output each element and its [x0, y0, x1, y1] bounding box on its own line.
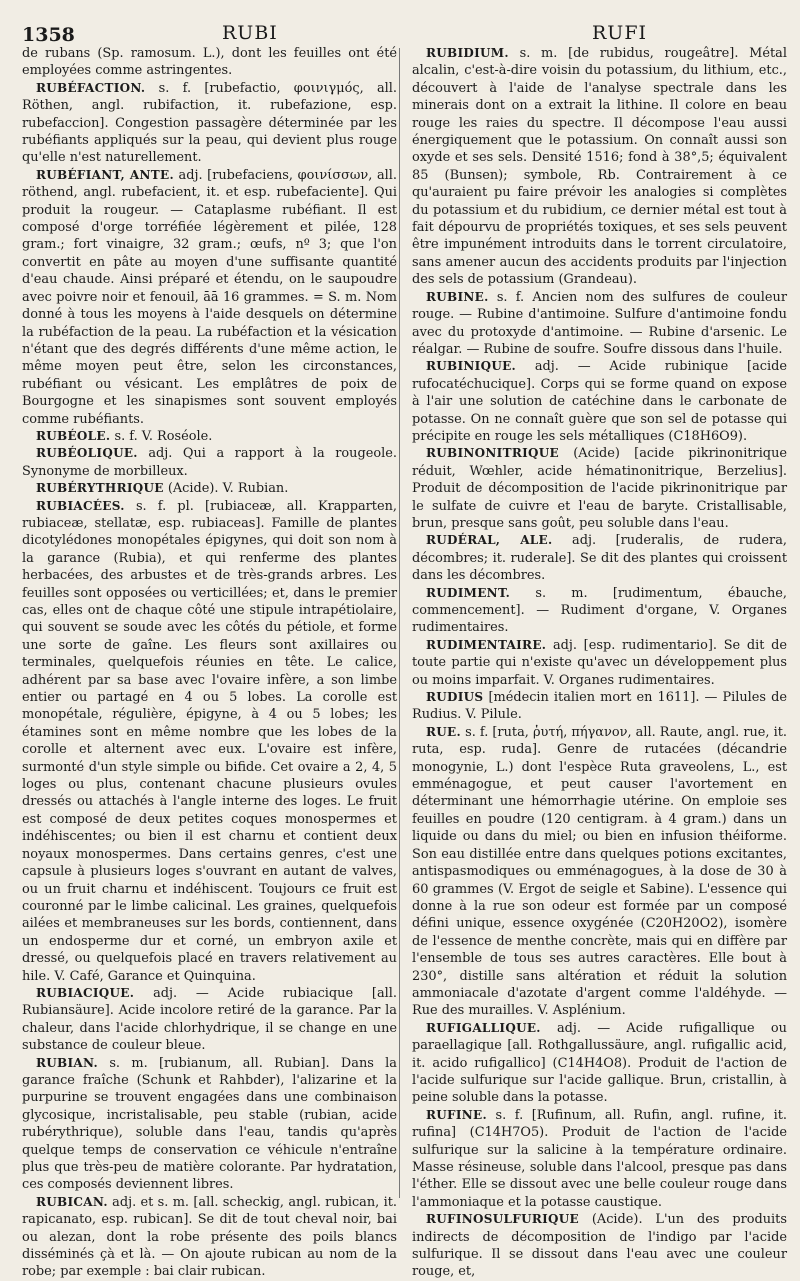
dictionary-entry: [412, 532, 787, 584]
entry-text: s. f. [Rufinum, all. Rufin, angl. rufine, it. rufina] (C14H7O5). Produit de l'action de l'acide sulfurique sur la salicine à la température ordinaire. Masse résineuse, soluble dans l'alcool, presque pas dans l'éther. Elle se dissout avec une belle couleur rouge dans l'ammoniaque et la potasse caustique.: [412, 1107, 787, 1210]
running-head-right: RUFI: [592, 22, 648, 44]
entry-text: s. m. [rudimentum, ébauche, commencement]. — Rudiment d'organe, V. Organes rudimentaires.: [412, 585, 787, 636]
dictionary-entry: [412, 1020, 787, 1107]
entry-text: s. m. [de rubidus, rougeâtre]. Métal alcalin, c'est-à-dire voisin du potassium, du lithium, etc., découvert à l'aide de l'analyse spectrale dans les minerais dont on a extrait la lithine. Il colore en beau rouge les raies du spectre. Il décompose l'eau aussi énergiquement que le potassium. On connaît aussi son oxyde et ses sels. Densité 1516; fond à 38°,5; équivalent 85 (Bunsen); symbole, Rb. Contrairement à ce qu'auraient pu faire prévoir les analogies si complètes du potassium et du rubidium, ce dernier métal est tout à fait dépourvu de propriétés toxiques, et ses sels peuvent être impunément introduits dans le torrent circulatoire, sans amener aucun des accidents produits par l'injection des sels de potassium (Grandeau).: [412, 46, 787, 288]
entry-headword: RUBÉOLIQUE.: [36, 446, 138, 461]
entry-headword: RUBÉOLE.: [36, 428, 111, 443]
entry-headword: RUBIAN.: [36, 1055, 98, 1070]
dictionary-entry: [22, 480, 397, 497]
entry-text: s. m. [rubianum, all. Rubian]. Dans la garance fraîche (Schunk et Rahbder), l'alizarine et la purpurine se trouvent engagées dans une combinaison glycosique, incristalisable, peu stable (rubian, acide rubérythrique), soluble dans l'eau, tandis qu'après quelque temps de conservation ce véhicule n'entraîne plus que très-peu de matière colorante. Par hydratation, ces composés deviennent libres.: [22, 1055, 397, 1193]
dictionary-entry: [22, 167, 397, 428]
entry-headword: RUDIMENTAIRE.: [426, 637, 547, 652]
entry-headword: RUBIDIUM.: [426, 46, 509, 60]
page-number: 1358: [22, 24, 75, 46]
entry-text: adj. [esp. rudimentario]. Se dit de toute partie qui n'existe qu'avec un développement plus ou moins imparfait. V. Organes rudimentaires.: [412, 637, 787, 688]
dictionary-entry: [412, 637, 787, 689]
running-head-left: RUBI: [222, 22, 278, 44]
left-column: [22, 45, 397, 1281]
dictionary-entry: [22, 45, 397, 80]
entry-headword: RUDIMENT.: [426, 585, 511, 600]
entry-text: de rubans (Sp. ramosum. L.), dont les feuilles ont été employées comme astringentes.: [22, 46, 397, 79]
entry-text: adj. Qui a rapport à la rougeole. Synonyme de morbilleux.: [22, 446, 397, 479]
dictionary-entry: [412, 689, 787, 724]
dictionary-entry: [22, 1055, 397, 1194]
entry-text: (Acide). L'un des produits indirects de décomposition de l'indigo par l'acide sulfurique. Il se dissout dans l'eau avec une couleur rouge, et,: [412, 1212, 787, 1280]
entry-text: adj. et s. m. [all. scheckig, angl. rubican, it. rapicanato, esp. rubican]. Se dit de tout cheval noir, bai ou alezan, dont la robe présente des poils blancs disséminés çà et là. — On ajoute rubican au nom de la robe; par exemple : bai clair rubican.: [22, 1194, 397, 1280]
dictionary-entry: [22, 80, 397, 167]
entry-text: s. f. [rubefactio, φοινιγμός, all. Röthen, angl. rubifaction, it. rubefazione, esp. rubefaccion]. Congestion passagère déterminée par les rubéfiants appliqués sur la peau, qui devient plus rouge qu'elle n'est naturellement.: [22, 80, 397, 166]
entry-headword: RUBIACIQUE.: [36, 985, 135, 1000]
dictionary-entry: [22, 1194, 397, 1281]
dictionary-entry: [412, 45, 787, 289]
dictionary-entry: [412, 445, 787, 532]
entry-headword: RUBIACÉES.: [36, 498, 125, 513]
entry-headword: RUBINIQUE.: [426, 359, 517, 374]
dictionary-entry: [22, 985, 397, 1055]
entry-headword: RUFIGALLIQUE.: [426, 1020, 541, 1035]
entry-text: adj. [rubefaciens, φοινίσσων, all. röthend, angl. rubefacient, it. et esp. rubefaciente]. Qui produit la rougeur. — Cataplasme rubéfiant. Il est composé d'orge torréfiée légèrement et pilée, 128 gram.; fort vinaigre, 32 gram.; œufs, nº 3; que l'on convertit en pâte au moyen d'une suffisante quantité d'eau chaude. Ainsi préparé et étendu, on le saupoudre avec poivre noir et fenouil, āā 16 grammes. = S. m. Nom donné à tous les moyens à l'aide desquels on détermine la rubéfaction de la peau. La rubéfaction et la vésication n'étant que des degrés différents d'une même action, le même moyen peut être, selon les circonstances, rubéfiant ou vésicant. Les emplâtres de poix de Bourgogne et les sinapismes sont souvent employés comme rubéfiants.: [22, 167, 397, 427]
column-divider: [399, 48, 400, 1198]
entry-headword: RUFINOSULFURIQUE: [426, 1212, 579, 1227]
dictionary-entry: [412, 1107, 787, 1211]
entry-text: [médecin italien mort en 1611]. — Pilules de Rudius. V. Pilule.: [412, 690, 787, 723]
entry-text: s. f. [ruta, ῥυτή, πήγανον, all. Raute, angl. rue, it. ruta, esp. ruda]. Genre de rutacées (décandrie monogynie, L.) dont l'espèce Ruta graveolens, L., est emménagogue, et peut causer l'avortement en déterminant une hémorrhagie utérine. On emploie ses feuilles en poudre (120 centigram. à 4 gram.) dans un liquide ou dans du miel; ou bien en infusion théiforme. Son eau distillée entre dans quelques potions excitantes, antispasmodiques ou emménagogues, à la dose de 30 à 60 grammes (V. Ergot de seigle et Sabine). L'essence qui donne à la rue son odeur est formée par un composé défini unique, essence oxygénée (C20H20O2), isomère de l'essence de menthe concrète, mais qui en diffère par l'ensemble de tous ses autres caractères. Elle bout à 230°, distille sans altération et réduit la solution ammoniacale d'azotate d'argent comme l'aldéhyde. — Rue des murailles. V. Asplénium.: [412, 724, 788, 1019]
entry-headword: RUDIUS: [426, 690, 484, 705]
dictionary-entry: [412, 724, 787, 1020]
entry-headword: RUBINONITRIQUE: [426, 446, 559, 461]
entry-headword: RUBÉRYTHRIQUE: [36, 481, 164, 496]
entry-headword: RUBÉFACTION.: [36, 80, 146, 95]
dictionary-entry: [412, 289, 787, 359]
entry-text: adj. — Acide rubiacique [all. Rubiansäure]. Acide incolore retiré de la garance. Par la chaleur, dans l'acide chlorhydrique, il se change en une substance de couleur bleue.: [22, 985, 397, 1054]
entry-headword: RUBICAN.: [36, 1194, 108, 1209]
right-column: [412, 45, 787, 1281]
entry-headword: RUDÉRAL, ALE.: [426, 533, 553, 548]
dictionary-entry: [412, 358, 787, 445]
entry-text: s. f. pl. [rubiaceæ, all. Krapparten, rubiaceæ, stellatæ, esp. rubiaceas]. Famille de plantes dicotylédones monopétales épigynes, qui doit son nom à la garance (Rubia), et qui renferme des plantes herbacées, des arbustes et de très-grands arbres. Les feuilles sont opposées ou verticillées; et, dans le premier cas, elles ont de chaque côté une stipule intrapétiolaire, qui souvent se soude avec les côtés du pétiole, et forme une sorte de gaîne. Les fleurs sont axillaires ou terminales, quelquefois réunies en tête. Le calice, adhérent par sa base avec l'ovaire infère, a son limbe entier ou partagé en 4 ou 5 lobes. La corolle est monopétale, régulière, épigyne, à 4 ou 5 lobes; les étamines sont en même nombre que les lobes de la corolle et alternent avec eux. L'ovaire est infère, surmonté d'un style simple ou bifide. Cet ovaire a 2, 4, 5 loges ou plus, contenant chacune plusieurs ovules dressés ou attachés à l'angle interne des loges. Le fruit est composé de deux petites coques monospermes et indéhiscentes; ou bien il est charnu et contient deux noyaux monospermes. Dans certains genres, c'est une capsule à plusieurs loges s'ouvrant en autant de valves, ou un fruit charnu et indéhiscent. Toujours ce fruit est couronné par le limbe calicinal. Les graines, quelquefois ailées et membraneuses sur les bords, contiennent, dans un endosperme dur et corné, un embryon axile et dressé, ou quelquefois placé en travers relativement au hile. V. Café, Garance et Quinquina.: [22, 498, 397, 984]
entry-text: adj. — Acide rubinique [acide rufocatéchucique]. Corps qui se forme quand on expose à l'air une solution de catéchine dans le carbonate de potasse. On ne connaît guère que son sel de potasse qui précipite en rouge les sels métalliques (C18H6O9).: [412, 359, 787, 444]
dictionary-entry: [412, 585, 787, 637]
entry-text: (Acide) [acide pikrinonitrique réduit, Wœhler, acide hématinonitrique, Berzelius]. Produit de décomposition de l'acide pikrinonitrique par le sulfate de cuivre et l'eau de baryte. Cristallisable, brun, presque sans goût, peu soluble dans l'eau.: [412, 446, 787, 531]
entry-headword: RUE.: [426, 724, 461, 739]
dictionary-entry: [412, 1211, 787, 1281]
entry-text: adj. — Acide rufigallique ou paraellagique [all. Rothgallussäure, angl. rufigallic acid, it. acido rufigallico] (C14H4O8). Produit de l'action de l'acide sulfurique sur l'acide gallique. Brun, cristallin, à peine soluble dans la potasse.: [412, 1020, 787, 1106]
entry-text: s. f. V. Roséole.: [114, 428, 213, 444]
dictionary-entry: [22, 498, 397, 985]
entry-headword: RUBÉFIANT, ANTE.: [36, 167, 174, 182]
entry-text: (Acide). V. Rubian.: [167, 481, 289, 497]
entry-headword: RUBINE.: [426, 289, 489, 304]
entry-text: s. f. Ancien nom des sulfures de couleur rouge. — Rubine d'antimoine. Sulfure d'antimoine fondu avec du protoxyde d'antimoine. — Rubine d'arsenic. Le réalgar. — Rubine de soufre. Soufre dissous dans l'huile.: [412, 289, 787, 357]
dictionary-entry: [22, 445, 397, 480]
dictionary-entry: [22, 428, 397, 445]
entry-headword: RUFINE.: [426, 1107, 487, 1122]
entry-text: adj. [ruderalis, de rudera, décombres; it. ruderale]. Se dit des plantes qui croissent dans les décombres.: [412, 533, 787, 584]
